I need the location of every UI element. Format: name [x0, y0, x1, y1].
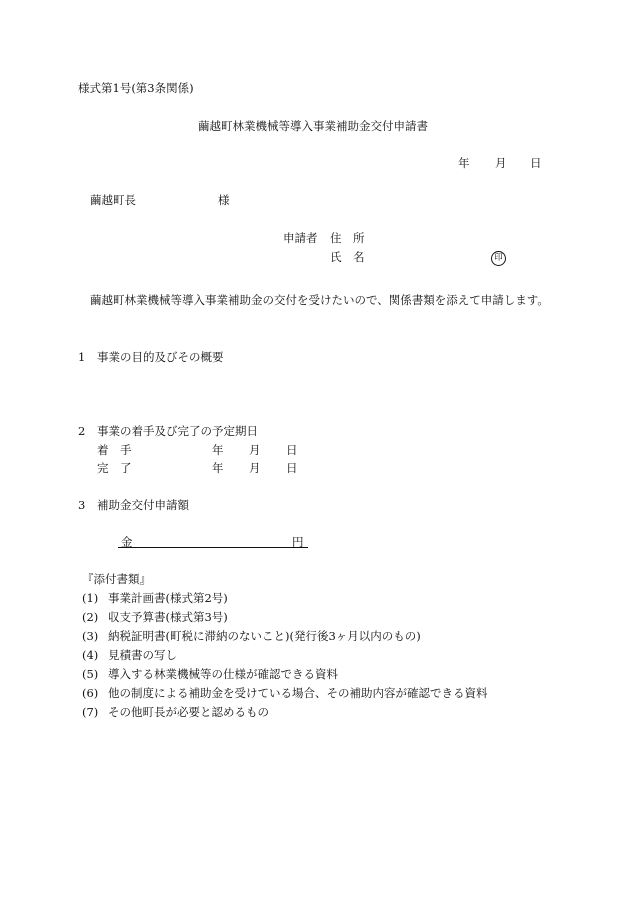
body-text: 繭越町林業機械等導入事業補助金の交付を受けたいので、関係書類を添えて申請します。	[90, 293, 549, 307]
name-label: 氏 名	[330, 250, 365, 264]
attachment-item: 他の制度による補助金を受けている場合、その補助内容が確認できる資料	[108, 686, 488, 700]
completion-year: 年	[212, 461, 224, 475]
seal-mark-wrapper	[491, 249, 506, 266]
applicant-label: 申請者	[283, 231, 318, 245]
date-year: 年	[458, 156, 470, 170]
start-day: 日	[286, 443, 298, 457]
completion-label: 完 了	[97, 461, 132, 475]
amount-unit: 円	[292, 535, 304, 549]
attachment-item: 見積書の写し	[108, 648, 177, 662]
attachment-num: (7)	[82, 705, 99, 719]
amount-underline	[118, 533, 308, 548]
section-1-title: 事業の目的及びその概要	[97, 350, 224, 364]
attachment-item: 収支予算書(様式第3号)	[108, 610, 228, 624]
attachment-num: (5)	[82, 667, 99, 681]
section-3-title: 補助金交付申請額	[97, 498, 189, 512]
start-month: 月	[249, 443, 261, 457]
addressee-name: 繭越町長	[90, 193, 136, 207]
completion-day: 日	[286, 461, 298, 475]
date-month: 月	[495, 156, 507, 170]
section-1-number: 1	[78, 350, 86, 364]
attachments-title: 『添付書類』	[82, 572, 151, 586]
attachment-item: 導入する林業機械等の仕様が確認できる資料	[108, 667, 338, 681]
document-title: 繭越町林業機械等導入事業補助金交付申請書	[198, 119, 428, 133]
completion-month: 月	[249, 461, 261, 475]
attachment-num: (2)	[82, 610, 99, 624]
start-label: 着 手	[97, 443, 132, 457]
attachment-item: その他町長が必要と認めるもの	[108, 705, 269, 719]
attachment-num: (3)	[82, 629, 99, 643]
section-3-number: 3	[78, 498, 86, 512]
attachment-item: 事業計画書(様式第2号)	[108, 591, 228, 605]
start-year: 年	[212, 443, 224, 457]
addressee-honorific: 様	[218, 193, 230, 207]
section-2-number: 2	[78, 424, 86, 438]
seal-mark: 印	[491, 251, 506, 266]
attachment-num: (1)	[82, 591, 99, 605]
amount-prefix: 金	[121, 535, 133, 549]
attachment-num: (4)	[82, 648, 99, 662]
address-label: 住 所	[330, 231, 365, 245]
attachment-item: 納税証明書(町税に滞納のないこと)(発行後3ヶ月以内のもの)	[108, 629, 421, 643]
attachment-num: (6)	[82, 686, 99, 700]
section-2-title: 事業の着手及び完了の予定期日	[97, 424, 258, 438]
date-day: 日	[530, 156, 542, 170]
form-number: 様式第1号(第3条関係)	[78, 81, 194, 95]
